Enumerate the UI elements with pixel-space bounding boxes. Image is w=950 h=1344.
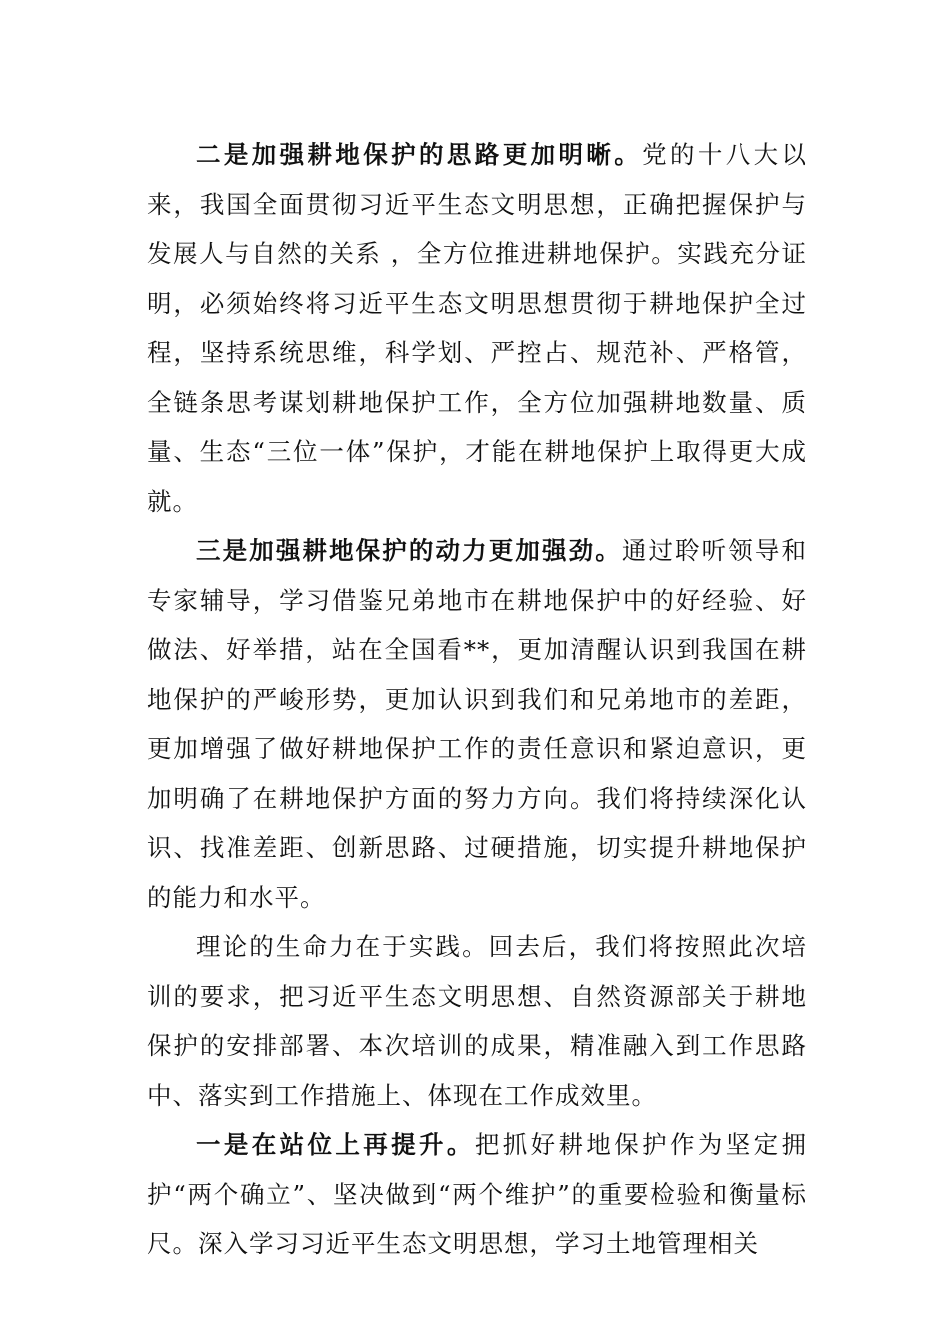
- paragraph-2-text: 通过聆听领导和专家辅导，学习借鉴兄弟地市在耕地保护中的好经验、好做法、好举措，站在全国看**，更加清醒认识到我国在耕地保护的严峻形势，更加认识到我们和兄弟地市的差距，更加增强了做好耕地保护工作的责任意识和紧迫意识，更加明确了在耕地保护方面的努力方向。我们将持续深化认识、找准差距、创新思路、过硬措施，切实提升耕地保护的能力和水平。: [147, 536, 808, 912]
- paragraph-3-text: 理论的生命力在于实践。回去后，我们将按照此次培训的要求，把习近平生态文明思想、自然资源部关于耕地保护的安排部署、本次培训的成果，精准融入到工作思路中、落实到工作措施上、体现在工作成效里。: [147, 932, 807, 1110]
- paragraph-4-text: 把抓好耕地保护作为坚定拥护“两个确立”、坚决做到“两个维护”的重要检验和衡量标尺。深入学习习近平生态文明思想，学习土地管理相关: [147, 1130, 808, 1258]
- paragraph-1: [147, 130, 807, 526]
- paragraph-1-text: 党的十八大以来，我国全面贯彻习近平生态文明思想，正确把握保护与发展人与自然的关系 ，全方位推进耕地保护。实践充分证明，必须始终将习近平生态文明思想贯彻于耕地保护全过程，坚持系统思维，科学划、严控占、规范补、严格管，全链条思考谋划耕地保护工作，全方位加强耕地数量、质量、生态“三位一体”保护，才能在耕地保护上取得更大成就。: [147, 140, 807, 516]
- paragraph-2-lead: 三是加强耕地保护的动力更加强劲。: [196, 536, 622, 565]
- paragraph-4: [147, 1120, 807, 1269]
- paragraph-1-lead: 二是加强耕地保护的思路更加明晰。: [196, 140, 643, 169]
- paragraph-2: [147, 526, 807, 922]
- paragraph-3: [147, 922, 807, 1120]
- document-body: [147, 130, 807, 1269]
- paragraph-4-lead: 一是在站位上再提升。: [196, 1130, 475, 1159]
